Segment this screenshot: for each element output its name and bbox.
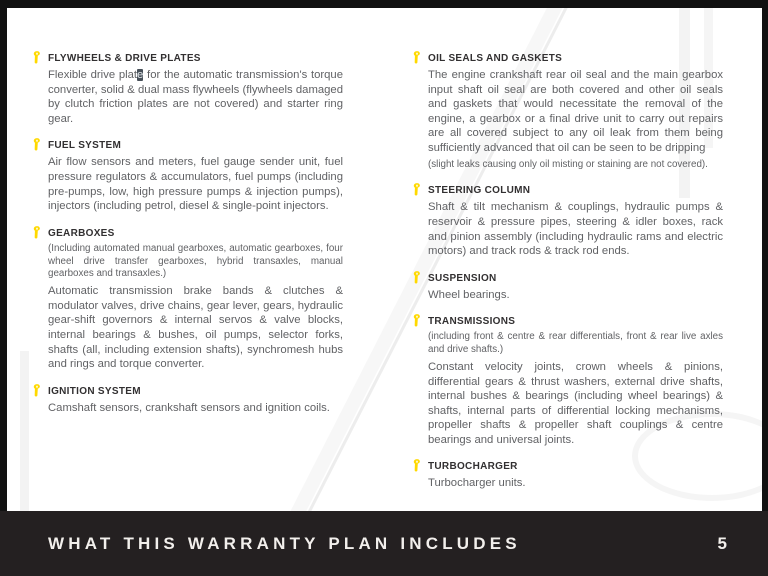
- wrench-icon: [33, 385, 48, 397]
- footer-bar: [0, 511, 768, 576]
- section-title: STEERING COLUMN: [428, 185, 531, 197]
- section-header: [413, 184, 723, 197]
- section-header: [413, 272, 723, 285]
- section-paragraph: Wheel bearings.: [428, 288, 510, 301]
- section-header: [33, 227, 343, 240]
- section-paragraph: (Including automated manual gearboxes, automatic gearboxes, four wheel drive transfer gearboxes, hybrid transaxles, manual gearboxes and transaxles.): [48, 242, 343, 280]
- column-left: [33, 52, 343, 504]
- section-paragraph: The engine crankshaft rear oil seal and the main gearbox input shaft oil seal are both covered and other oil seals and gaskets that would necessitate the removal of the engine, a gearbox or a final drive unit to carry out repairs are all covered subject to any oil leak from them being sufficiently advanced that oil can be seen to be dripping: [428, 69, 723, 154]
- section-header: [33, 139, 343, 152]
- document-page: [7, 8, 762, 511]
- paragraph-text: for the automatic transmission's torque converter, solid & dual mass flywheels (flywheels damaged by clutch friction plates are not covered) and starter ring gear.: [48, 69, 343, 125]
- section-paragraph: Air flow sensors and meters, fuel gauge sender unit, fuel pressure regulators & accumulators, fuel pumps (including pre-pumps, low, high pressure pumps & injection pumps), injectors (including petrol, diesel & single-point injectors.: [48, 156, 343, 213]
- section-title: SUSPENSION: [428, 272, 497, 284]
- wrench-icon: [413, 272, 428, 284]
- warranty-section: [33, 227, 343, 372]
- text-cursor-artifact: e: [137, 69, 144, 81]
- wrench-icon: [33, 52, 48, 64]
- wrench-icon: [33, 139, 48, 151]
- wrench-icon: [33, 227, 48, 239]
- wrench-icon: [413, 184, 428, 196]
- wrench-icon: [413, 315, 428, 327]
- column-right: [413, 52, 723, 504]
- warranty-section: [413, 315, 723, 447]
- paragraph-text: Flexible drive plat: [48, 69, 138, 81]
- section-header: [33, 385, 343, 398]
- section-paragraph: Shaft & tilt mechanism & couplings, hydraulic pumps & reservoir & pressure pipes, steering & idler boxes, rack and pinion assembly (including hydraulic rams and electric motors) and track rods & track rod ends.: [428, 201, 723, 258]
- page-number: 5: [717, 534, 727, 553]
- section-title: OIL SEALS AND GASKETS: [428, 53, 563, 64]
- section-header: [413, 52, 723, 65]
- section-header: [413, 460, 723, 473]
- section-paragraph: (including front & centre & rear differentials, front & rear live axles and drive shafts.): [428, 331, 723, 356]
- warranty-section: [33, 385, 343, 416]
- warranty-section: [413, 272, 723, 303]
- section-title: FUEL SYSTEM: [48, 140, 122, 152]
- section-paragraph: Camshaft sensors, crankshaft sensors and ignition coils.: [48, 401, 330, 414]
- warranty-section: [33, 52, 343, 126]
- section-paragraph: [48, 68, 343, 126]
- warranty-section: [413, 184, 723, 258]
- warranty-section: [33, 139, 343, 213]
- wrench-icon: [413, 52, 428, 64]
- section-title: GEARBOXES: [48, 227, 115, 239]
- section-title: IGNITION SYSTEM: [48, 385, 141, 397]
- warranty-section: [413, 52, 723, 171]
- footer-title: WHAT THIS WARRANTY PLAN INCLUDES: [48, 534, 521, 553]
- section-paragraph: Constant velocity joints, crown wheels & pinions, differential gears & thrust washers, external drive shafts, internal bushes & bearings (including wheel bearings) & shafts, internal parts of differential locking mechanisms, propeller shafts & propeller shaft couplings & centre bearings and universal joints.: [428, 360, 723, 446]
- section-title: TURBOCHARGER: [428, 461, 518, 473]
- section-header: [413, 315, 723, 328]
- wrench-icon: [413, 460, 428, 472]
- content-columns: [7, 8, 762, 504]
- section-paragraph: (slight leaks causing only oil misting or staining are not covered).: [428, 158, 708, 170]
- section-paragraph: Turbocharger units.: [428, 477, 526, 490]
- section-header: [33, 52, 343, 65]
- section-title: TRANSMISSIONS: [428, 316, 516, 328]
- section-paragraph: Automatic transmission brake bands & clutches & modulator valves, drive chains, gear lever, gears, hydraulic gear-shift governors & internal servos & valve blocks, internal bearings & bushes, oil pumps, selector forks, shafts (all, including extension shafts), synchromesh hubs and rings and torque converter.: [48, 285, 343, 371]
- section-title: FLYWHEELS & DRIVE PLATES: [48, 53, 201, 64]
- warranty-section: [413, 460, 723, 491]
